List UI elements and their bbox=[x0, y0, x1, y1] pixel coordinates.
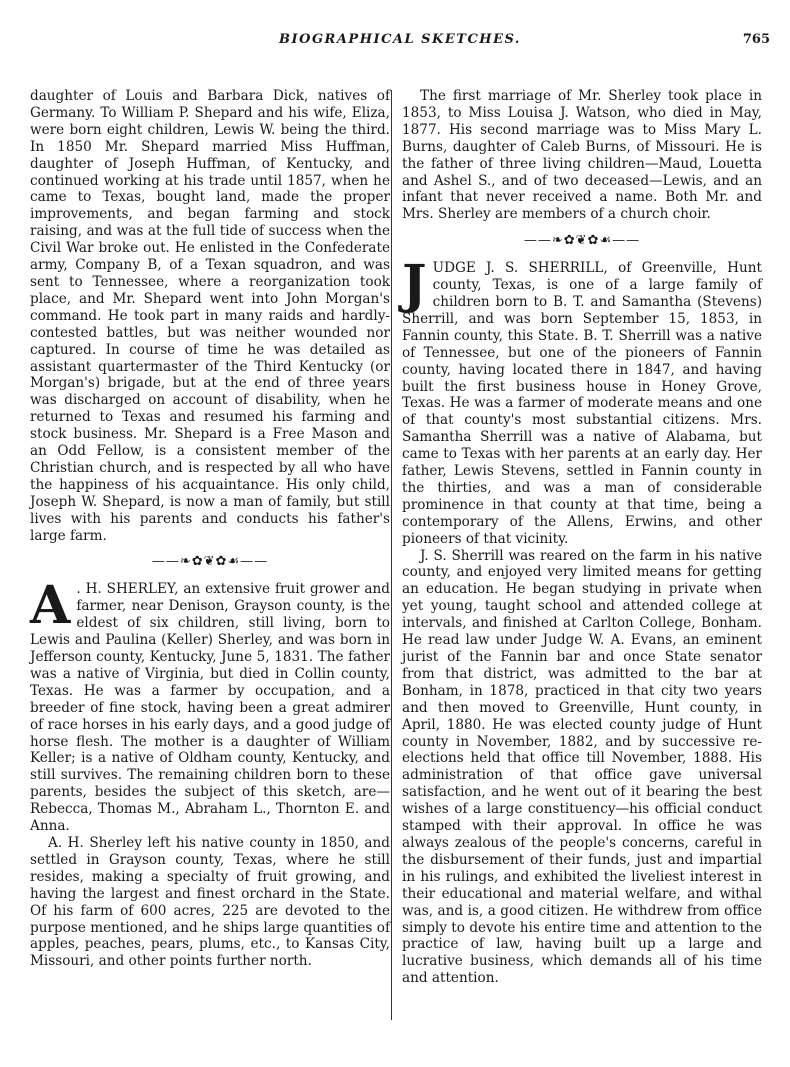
sherley-intro-paragraph bbox=[30, 575, 390, 835]
page-number: 765 bbox=[742, 32, 770, 47]
page-header bbox=[30, 32, 770, 56]
right-column bbox=[402, 88, 762, 987]
section-ornament: ——❧✿❦✿☙—— bbox=[523, 233, 641, 249]
sherley-intro-text: . H. SHERLEY, an extensive fruit grower and farmer, near Denison, Grayson county, is the eldest of six children, still living, born to Lewis and Paulina (Keller) Sherley, and was born in Jefferson county, Kentucky, June 5, 1831. The father was a native of Virginia, but died in Collin county, Texas. He was a farmer by occupation, and a breeder of fine stock, having been a great admirer of race horses in his early days, and a good judge of horse flesh. The mother is a daughter of William Keller; is a native of Oldham county, Kentucky, and still survives. The remaining children born to these parents, besides the subject of this sketch, are—Rebecca, Thomas M., Abraham L., Thornton E. and Anna. bbox=[30, 581, 390, 835]
sherley-paragraph-2: A. H. Sherley left his native county in 1850, and settled in Grayson county, Texas, where he still resides, making a specialty of fruit growing, and having the largest and finest orchard in the State. Of his farm of 600 acres, 225 are devoted to the purpose mentioned, and he ships large quantities of apples, peaches, pears, plums, etc., to Kansas City, Missouri, and other points further north. bbox=[30, 834, 390, 970]
sherley-marriage-paragraph: The first marriage of Mr. Sherley took place in 1853, to Miss Louisa J. Watson, who died in May, 1877. His second marriage was to Miss Mary L. Burns, daughter of Caleb Burns, of Missouri. He is the father of three living children—Maud, Louetta and Ashel S., and of two deceased—Lewis, and an infant that never received a name. Both Mr. and Mrs. Sherley are members of a church choir. bbox=[402, 88, 762, 223]
shepard-paragraph: daughter of Louis and Barbara Dick, natives of Germany. To William P. Shepard and his wife, Eliza, were born eight children, Lewis W. being the third. In 1850 Mr. Shepard married Miss Huffman, daughter of Joseph Huffman, of Kentucky, and continued working at his trade until 1857, when he came to Texas, bought land, made the proper improvements, and began farming and stock raising, and was at the full tide of success when the Civil War broke out. He enlisted in the Confederate army, Company B, of a Texan squadron, and was sent to Tennessee, where a reorganization took place, and Mr. Shepard went into John Morgan's command. He took part in many raids and hardly-contested battles, but was neither wounded nor captured. In course of time he was detailed as assistant quartermaster of the Third Kentucky (or Morgan's) brigade, but at the end of three years was discharged on account of disability, when he returned to Texas and resumed his farming and stock business. Mr. Shepard is a Free Mason and an Odd Fellow, is a consistent member of the Christian church, and is respected by all who have the happiness of his acquaintance. His only child, Joseph W. Shepard, is now a man of family, but still lives with his parents and conducts his father's large farm. bbox=[30, 88, 390, 544]
section-ornament: ——❧✿❦✿☙—— bbox=[151, 554, 269, 570]
drop-cap-j: J bbox=[402, 254, 427, 316]
running-title: BIOGRAPHICAL SKETCHES. bbox=[279, 32, 521, 47]
sherrill-intro-text: UDGE J. S. SHERRILL, of Greenville, Hunt county, Texas, is one of a large family of children born to B. T. and Samantha (Stevens) Sherrill, and was born September 15, 1853, in Fannin county, this State. B. T. Sherrill was a native of Tennessee, but one of the pioneers of Fannin county, having located there in 1847, and having built the first business house in Honey Grove, Texas. He was a farmer of moderate means and one of that county's most substantial citizens. Mrs. Samantha Sherrill was a native of Alabama, but came to Texas with her parents at an early day. Her father, Lewis Stevens, settled in Fannin county in the thirties, and was a man of considerable prominence in that county at that time, being a contemporary of the Allens, Erwins, and other pioneers of that vicinity. bbox=[402, 260, 762, 547]
column-divider bbox=[391, 90, 392, 1020]
left-column bbox=[30, 88, 390, 970]
sherrill-paragraph-2: J. S. Sherrill was reared on the farm in his native county, and enjoyed very limited means for getting an education. He began studying in private when yet young, taught school and attended college at intervals, and finished at Carlton College, Bonham. He read law under Judge W. A. Evans, an eminent jurist of the Fannin bar and once State senator from that district, was admitted to the bar at Bonham, in 1878, practiced in that city two years and then moved to Greenville, Hunt county, in April, 1880. He was elected county judge of Hunt county in November, 1882, and by successive re-elections held that office till November, 1888. His administration of that office gave universal satisfaction, and he went out of it bearing the best wishes of a large constituency—his official conduct stamped with their approval. In office he was always zealous of the people's concerns, careful in the disbursement of their funds, just and impartial in his rulings, and exhibited the liveliest interest in their educational and material welfare, and withal was, and is, a good citizen. He withdrew from office simply to devote his entire time and attention to the practice of law, having built up a large and lucrative business, which demands all of his time and attention. bbox=[402, 547, 762, 987]
drop-cap-a: A bbox=[30, 575, 71, 637]
sherrill-intro-paragraph bbox=[402, 254, 762, 547]
